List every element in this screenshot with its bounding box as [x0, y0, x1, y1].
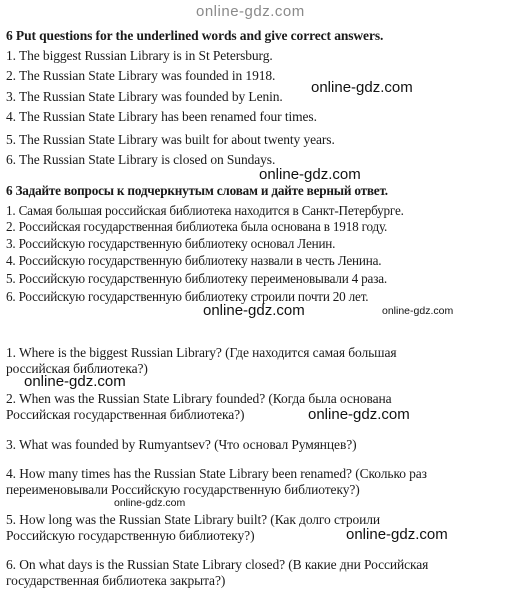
- watermark: online-gdz.com: [311, 79, 413, 96]
- english-item-1: 1. The biggest Russian Library is in St Petersburg.: [6, 48, 273, 63]
- english-item-4: 4. The Russian State Library has been renamed four times.: [6, 109, 317, 124]
- watermark: online-gdz.com: [382, 305, 454, 317]
- english-item-3: 3. The Russian State Library was founded by Lenin.: [6, 89, 283, 104]
- answer-5-line-1: 5. How long was the Russian State Library built? (Как долго строили: [6, 512, 381, 527]
- answer-6-line-1: 6. On what days is the Russian State Library closed? (В какие дни Российская: [6, 557, 429, 572]
- answer-2-line-1: 2. When was the Russian State Library founded? (Когда была основана: [6, 391, 392, 406]
- russian-item-6: 6. Российскую государственную библиотеку строили почти 20 лет.: [6, 289, 369, 304]
- russian-item-4: 4. Российскую государственную библиотеку назвали в честь Ленина.: [6, 253, 382, 268]
- russian-item-5: 5. Российскую государственную библиотеку переименовывали 4 раза.: [6, 271, 387, 286]
- watermark: online-gdz.com: [308, 406, 410, 423]
- watermark-top: online-gdz.com: [196, 3, 305, 20]
- watermark: online-gdz.com: [203, 302, 305, 319]
- english-item-5: 5. The Russian State Library was built for about twenty years.: [6, 132, 335, 147]
- russian-item-2: 2. Российская государственная библиотека была основана в 1918 году.: [6, 219, 388, 234]
- watermark: online-gdz.com: [346, 526, 448, 543]
- english-task-heading: 6 Put questions for the underlined words and give correct answers.: [6, 28, 384, 43]
- english-item-6: 6. The Russian State Library is closed on Sundays.: [6, 152, 276, 167]
- answer-3-line-1: 3. What was founded by Rumyantsev? (Что основал Румянцев?): [6, 437, 357, 452]
- answer-6-line-2: государственная библиотека закрыта?): [6, 573, 226, 588]
- russian-item-3: 3. Российскую государственную библиотеку основал Ленин.: [6, 236, 336, 251]
- english-item-2: 2. The Russian State Library was founded in 1918.: [6, 68, 276, 83]
- answer-2-line-2: Российская государственная библиотека?): [6, 407, 245, 422]
- watermark: online-gdz.com: [114, 497, 186, 509]
- answer-4-line-1: 4. How many times has the Russian State Library been renamed? (Сколько раз: [6, 466, 427, 481]
- answer-4-line-2: переименовывали Российскую государственную библиотеку?): [6, 482, 360, 497]
- russian-item-1: 1. Самая большая российская библиотека находится в Санкт-Петербурге.: [6, 203, 404, 218]
- russian-task-heading: 6 Задайте вопросы к подчеркнутым словам и дайте верный ответ.: [6, 183, 388, 198]
- answer-1-line-2: российская библиотека?): [6, 361, 148, 376]
- watermark: online-gdz.com: [24, 373, 126, 390]
- watermark: online-gdz.com: [259, 166, 361, 183]
- answer-5-line-2: Российскую государственную библиотеку?): [6, 528, 255, 543]
- answer-1-line-1: 1. Where is the biggest Russian Library? (Где находится самая большая: [6, 345, 397, 360]
